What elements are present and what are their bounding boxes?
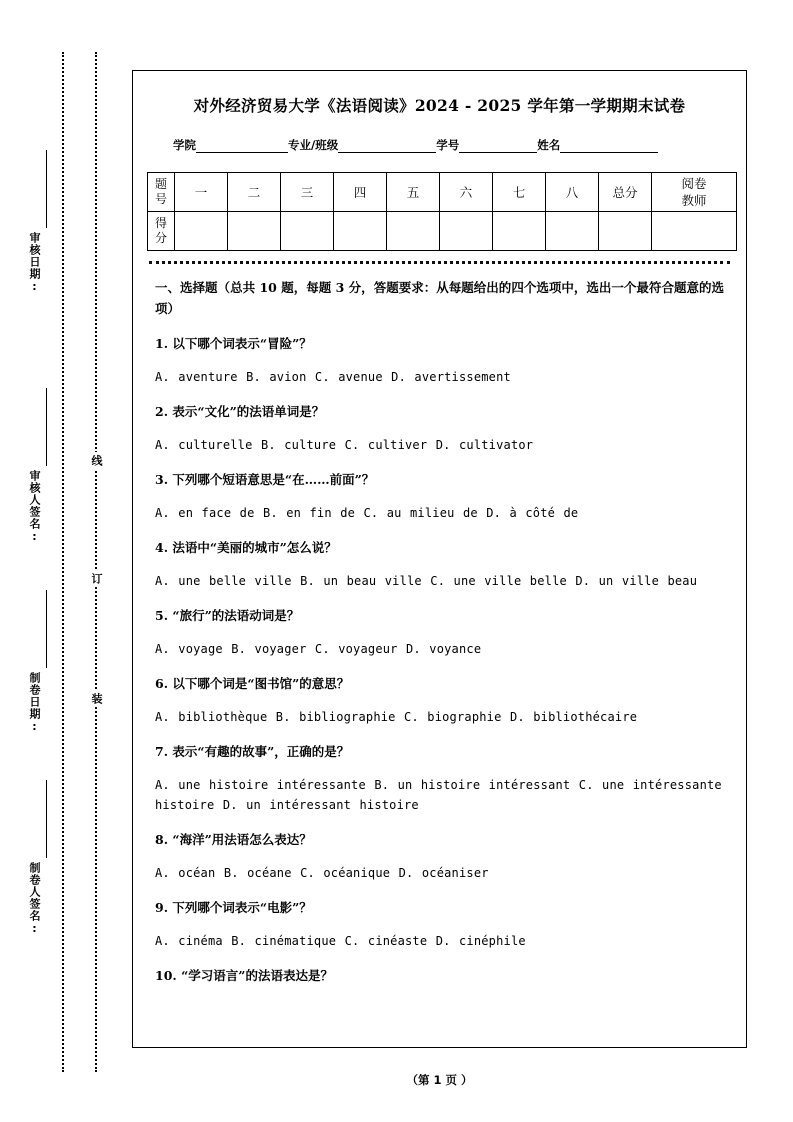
score-table-row-label-score bbox=[148, 212, 175, 251]
question-stem-6: 6. 以下哪个词是“图书馆”的意思？ bbox=[155, 676, 350, 691]
college-input[interactable] bbox=[196, 139, 288, 153]
question-options-5[interactable]: A. voyage B. voyager C. voyageur D. voyance bbox=[155, 642, 482, 656]
margin-rule-1 bbox=[46, 388, 47, 466]
binding-mark-1: 订 bbox=[88, 570, 104, 587]
binding-dotted-line-outer bbox=[62, 52, 64, 1072]
section-heading: 一、选择题（总共 10 题，每题 3 分，答题要求：从每题给出的四个选项中，选出一个最符合题意的选项） bbox=[155, 280, 724, 316]
row-label-char-2: 号 bbox=[154, 192, 167, 206]
student-id-input[interactable] bbox=[459, 139, 537, 153]
field-label-name: 姓名 bbox=[537, 138, 561, 152]
score-input-2[interactable] bbox=[228, 212, 281, 251]
margin-label-3: 制卷人签名: bbox=[28, 862, 41, 936]
binding-mark-0: 线 bbox=[88, 452, 104, 469]
margin-label-2: 制卷日期: bbox=[28, 672, 41, 734]
score-input-7[interactable] bbox=[493, 212, 546, 251]
question-stem-5: 5. “旅行”的法语动词是？ bbox=[155, 608, 300, 623]
table-row-question-numbers bbox=[148, 173, 737, 212]
margin-label-1: 审核人签名: bbox=[28, 470, 41, 544]
question-options-4[interactable]: A. une belle ville B. un beau ville C. une ville belle D. un ville beau bbox=[155, 574, 698, 588]
question-list bbox=[155, 334, 724, 986]
score-input-1[interactable] bbox=[175, 212, 228, 251]
field-label-major-class: 专业/班级 bbox=[288, 138, 339, 152]
margin-rule-2 bbox=[46, 590, 47, 668]
question-stem-4: 4. 法语中“美丽的城市”怎么说？ bbox=[155, 540, 337, 555]
field-label-college: 学院 bbox=[173, 138, 196, 152]
score-label-char-1: 得 bbox=[154, 216, 167, 230]
score-input-6[interactable] bbox=[440, 212, 493, 251]
score-input-4[interactable] bbox=[334, 212, 387, 251]
score-col-grading-teacher bbox=[652, 173, 737, 212]
score-input-3[interactable] bbox=[281, 212, 334, 251]
question-stem-1: 1. 以下哪个词表示“冒险”？ bbox=[155, 336, 312, 351]
score-table-row-label-question bbox=[148, 173, 175, 212]
margin-rule-0 bbox=[46, 150, 47, 228]
question-stem-3: 3. 下列哪个短语意思是“在……前面”？ bbox=[155, 472, 375, 487]
student-info-line bbox=[147, 137, 732, 153]
score-col-5: 五 bbox=[387, 173, 440, 212]
binding-mark-2: 装 bbox=[88, 690, 104, 707]
question-options-6[interactable]: A. bibliothèque B. bibliographie C. biographie D. bibliothécaire bbox=[155, 710, 638, 724]
score-col-2: 二 bbox=[228, 173, 281, 212]
margin-rule-3 bbox=[46, 780, 47, 858]
score-col-6: 六 bbox=[440, 173, 493, 212]
score-input-grading-teacher[interactable] bbox=[652, 212, 737, 251]
score-input-8[interactable] bbox=[546, 212, 599, 251]
question-options-8[interactable]: A. océan B. océane C. océanique D. océaniser bbox=[155, 866, 489, 880]
question-options-1[interactable]: A. aventure B. avion C. avenue D. avertissement bbox=[155, 370, 511, 384]
score-col-3: 三 bbox=[281, 173, 334, 212]
score-col-1: 一 bbox=[175, 173, 228, 212]
question-options-7[interactable]: A. une histoire intéressante B. un histoire intéressant C. une intéressante histoire D. un intéressant histoire bbox=[155, 778, 722, 812]
question-stem-10: 10. “学习语言”的法语表达是？ bbox=[155, 968, 333, 983]
score-label-char-2: 分 bbox=[154, 231, 167, 245]
grading-teacher-line-1: 阅卷 bbox=[681, 176, 707, 191]
score-col-7: 七 bbox=[493, 173, 546, 212]
score-col-4: 四 bbox=[334, 173, 387, 212]
score-col-8: 八 bbox=[546, 173, 599, 212]
question-options-9[interactable]: A. cinéma B. cinématique C. cinéaste D. cinéphile bbox=[155, 934, 526, 948]
left-margin-column bbox=[0, 0, 132, 1122]
row-label-char-1: 题 bbox=[154, 177, 167, 191]
page-title: 对外经济贸易大学《法语阅读》2024 - 2025 学年第一学期期末试卷 bbox=[193, 96, 686, 115]
question-stem-8: 8. “海洋”用法语怎么表达？ bbox=[155, 832, 312, 847]
score-table bbox=[147, 172, 737, 251]
score-input-5[interactable] bbox=[387, 212, 440, 251]
field-label-student-id: 学号 bbox=[436, 138, 460, 152]
question-stem-9: 9. 下列哪个词表示“电影”？ bbox=[155, 900, 312, 915]
margin-label-0: 审核日期: bbox=[28, 232, 41, 294]
score-col-total: 总分 bbox=[599, 173, 652, 212]
major-class-input[interactable] bbox=[338, 139, 436, 153]
score-input-total[interactable] bbox=[599, 212, 652, 251]
grading-teacher-line-2: 教师 bbox=[681, 193, 707, 208]
table-row-scores bbox=[148, 212, 737, 251]
question-stem-7: 7. 表示“有趣的故事”，正确的是？ bbox=[155, 744, 350, 759]
binding-dotted-line-inner bbox=[95, 52, 97, 1072]
page-footer: （第 1 页 ） bbox=[406, 1073, 473, 1087]
question-options-3[interactable]: A. en face de B. en fin de C. au milieu de D. à côté de bbox=[155, 506, 579, 520]
question-options-2[interactable]: A. culturelle B. culture C. cultiver D. cultivator bbox=[155, 438, 534, 452]
question-stem-2: 2. 表示“文化”的法语单词是？ bbox=[155, 404, 325, 419]
exam-sheet bbox=[132, 70, 747, 1048]
name-input[interactable] bbox=[560, 139, 658, 153]
question-body bbox=[147, 264, 732, 986]
